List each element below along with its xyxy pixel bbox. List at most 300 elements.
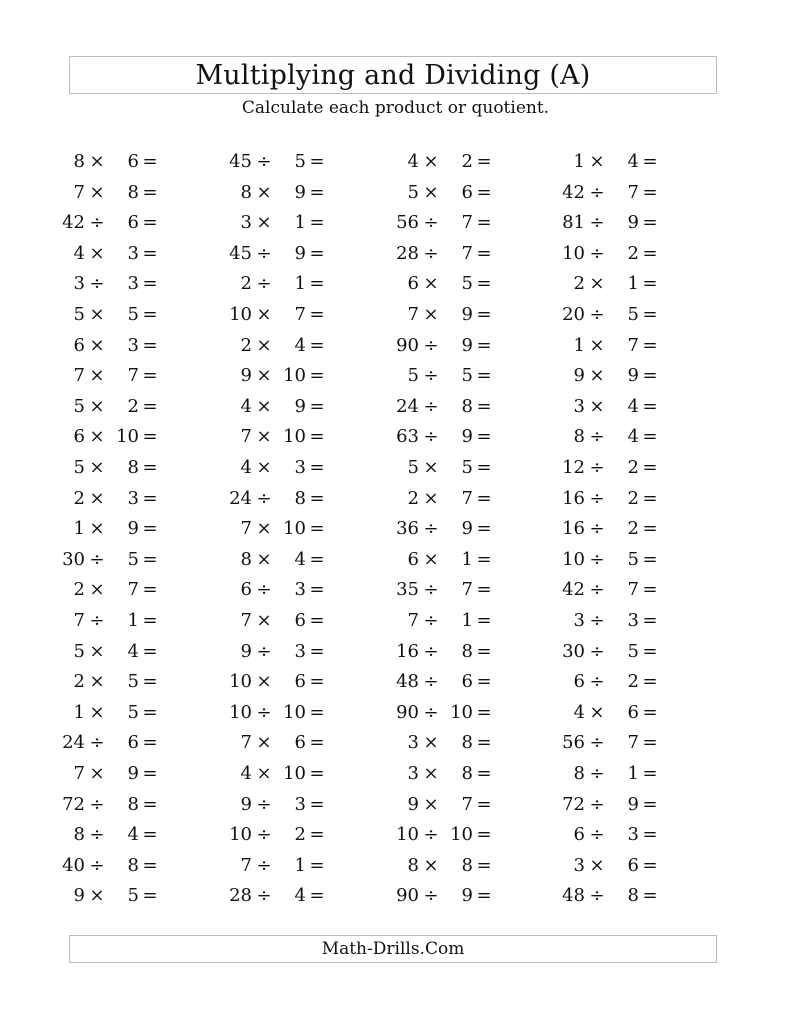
- operand-b: 9: [294, 242, 306, 264]
- operand-a: 8: [240, 181, 252, 203]
- equals-sign: =: [476, 671, 492, 693]
- operator: ÷: [589, 579, 605, 601]
- operand-b: 1: [461, 548, 473, 570]
- problem: [55, 667, 195, 697]
- operator: ×: [256, 426, 272, 448]
- operand-a: 56: [396, 212, 419, 234]
- operator: ×: [423, 854, 439, 876]
- operand-a: 4: [240, 395, 252, 417]
- equals-sign: =: [642, 518, 658, 540]
- operand-a: 56: [562, 732, 585, 754]
- operator: ×: [89, 885, 105, 907]
- operand-b: 8: [294, 487, 306, 509]
- operand-b: 4: [294, 548, 306, 570]
- equals-sign: =: [476, 426, 492, 448]
- operand-b: 7: [461, 793, 473, 815]
- operator: ÷: [256, 151, 272, 172]
- operand-b: 9: [127, 763, 139, 784]
- operand-a: 3: [240, 212, 252, 234]
- operator: ÷: [256, 579, 272, 601]
- equals-sign: =: [476, 365, 492, 387]
- problem: [222, 820, 362, 850]
- operand-b: 5: [127, 671, 139, 693]
- operand-b: 10: [450, 701, 473, 723]
- problem: [222, 178, 362, 208]
- operand-b: 6: [294, 732, 306, 754]
- equals-sign: =: [309, 701, 325, 723]
- equals-sign: =: [476, 212, 492, 234]
- operator: ×: [589, 854, 605, 876]
- problem: [555, 728, 695, 758]
- operator: ÷: [589, 181, 605, 203]
- operand-b: 6: [294, 610, 306, 631]
- operator: ÷: [589, 548, 605, 570]
- operand-a: 30: [562, 640, 585, 662]
- equals-sign: =: [476, 518, 492, 540]
- operand-a: 16: [562, 487, 585, 509]
- operand-a: 6: [407, 273, 419, 295]
- problem: [389, 422, 529, 452]
- operator: ÷: [589, 518, 605, 540]
- operator: ÷: [589, 457, 605, 478]
- problem: [555, 361, 695, 391]
- operand-b: 1: [294, 273, 306, 295]
- operand-b: 2: [627, 242, 639, 264]
- operand-a: 42: [62, 212, 85, 234]
- operator: ÷: [256, 854, 272, 876]
- operand-b: 7: [627, 579, 639, 601]
- operand-a: 7: [73, 181, 85, 203]
- operand-a: 4: [73, 242, 85, 264]
- equals-sign: =: [142, 395, 158, 417]
- equals-sign: =: [309, 273, 325, 295]
- operand-a: 1: [573, 151, 585, 172]
- equals-sign: =: [642, 242, 658, 264]
- equals-sign: =: [642, 487, 658, 509]
- operator: ÷: [89, 212, 105, 234]
- operand-b: 6: [127, 732, 139, 754]
- operand-a: 2: [240, 334, 252, 356]
- equals-sign: =: [142, 304, 158, 325]
- operand-b: 8: [461, 395, 473, 417]
- page-title: Multiplying and Dividing (A): [195, 59, 591, 91]
- equals-sign: =: [142, 426, 158, 448]
- operator: ÷: [589, 212, 605, 234]
- operand-b: 3: [294, 640, 306, 662]
- operand-b: 5: [461, 273, 473, 295]
- equals-sign: =: [142, 518, 158, 540]
- problem: [389, 147, 529, 177]
- operand-b: 9: [627, 793, 639, 815]
- operand-b: 1: [294, 212, 306, 234]
- operand-a: 1: [573, 334, 585, 356]
- operator: ÷: [423, 426, 439, 448]
- problem-row: [0, 208, 791, 238]
- equals-sign: =: [476, 273, 492, 295]
- operand-b: 10: [116, 426, 139, 448]
- equals-sign: =: [642, 273, 658, 295]
- equals-sign: =: [142, 732, 158, 754]
- operand-a: 2: [573, 273, 585, 295]
- problem: [55, 514, 195, 544]
- operator: ×: [423, 763, 439, 784]
- equals-sign: =: [142, 701, 158, 723]
- operand-b: 7: [627, 181, 639, 203]
- problem: [55, 698, 195, 728]
- operand-a: 12: [562, 457, 585, 478]
- operator: ×: [89, 457, 105, 478]
- equals-sign: =: [642, 304, 658, 325]
- equals-sign: =: [309, 640, 325, 662]
- equals-sign: =: [642, 793, 658, 815]
- operand-b: 8: [461, 732, 473, 754]
- equals-sign: =: [642, 212, 658, 234]
- operator: ×: [589, 273, 605, 295]
- operand-b: 9: [461, 334, 473, 356]
- operator: ÷: [423, 395, 439, 417]
- problem: [222, 422, 362, 452]
- problem: [555, 331, 695, 361]
- equals-sign: =: [309, 732, 325, 754]
- problem: [555, 300, 695, 330]
- problem-row: [0, 300, 791, 330]
- operator: ÷: [423, 518, 439, 540]
- equals-sign: =: [142, 334, 158, 356]
- operator: ÷: [423, 671, 439, 693]
- operand-b: 7: [127, 579, 139, 601]
- operator: ÷: [256, 242, 272, 264]
- problem-row: [0, 881, 791, 911]
- equals-sign: =: [142, 242, 158, 264]
- operand-b: 1: [294, 854, 306, 876]
- operand-b: 3: [127, 242, 139, 264]
- operator: ×: [589, 395, 605, 417]
- equals-sign: =: [142, 885, 158, 907]
- equals-sign: =: [642, 457, 658, 478]
- operand-b: 10: [283, 365, 306, 387]
- operator: ÷: [89, 610, 105, 631]
- operator: ×: [89, 640, 105, 662]
- problem: [555, 239, 695, 269]
- operand-b: 5: [294, 151, 306, 172]
- operand-a: 5: [407, 365, 419, 387]
- operand-a: 20: [562, 304, 585, 325]
- equals-sign: =: [309, 579, 325, 601]
- equals-sign: =: [309, 212, 325, 234]
- problem: [55, 728, 195, 758]
- operand-a: 3: [407, 732, 419, 754]
- operand-a: 5: [73, 640, 85, 662]
- operator: ×: [89, 365, 105, 387]
- problem: [222, 453, 362, 483]
- operator: ÷: [423, 640, 439, 662]
- problem-row: [0, 178, 791, 208]
- problem: [389, 331, 529, 361]
- problem: [389, 637, 529, 667]
- operand-b: 2: [294, 824, 306, 846]
- problem: [55, 606, 195, 636]
- operand-b: 3: [294, 579, 306, 601]
- problem: [555, 667, 695, 697]
- equals-sign: =: [142, 212, 158, 234]
- problem: [389, 575, 529, 605]
- operand-b: 9: [461, 518, 473, 540]
- operand-b: 8: [461, 640, 473, 662]
- operator: ×: [589, 151, 605, 172]
- operator: ×: [423, 548, 439, 570]
- problem: [222, 514, 362, 544]
- operand-b: 9: [461, 304, 473, 325]
- problem: [222, 147, 362, 177]
- problem: [555, 392, 695, 422]
- equals-sign: =: [476, 610, 492, 631]
- operand-b: 5: [461, 365, 473, 387]
- equals-sign: =: [142, 487, 158, 509]
- operator: ×: [589, 701, 605, 723]
- equals-sign: =: [142, 457, 158, 478]
- operand-a: 9: [240, 365, 252, 387]
- equals-sign: =: [642, 854, 658, 876]
- problem: [555, 759, 695, 789]
- problem: [389, 300, 529, 330]
- operand-b: 3: [294, 457, 306, 478]
- operand-a: 5: [407, 457, 419, 478]
- operand-b: 9: [627, 212, 639, 234]
- equals-sign: =: [309, 885, 325, 907]
- equals-sign: =: [309, 181, 325, 203]
- operator: ×: [423, 793, 439, 815]
- operand-a: 8: [73, 151, 85, 172]
- operand-b: 2: [627, 671, 639, 693]
- operand-a: 9: [240, 640, 252, 662]
- operand-b: 8: [127, 457, 139, 478]
- operand-b: 10: [283, 701, 306, 723]
- problem: [389, 881, 529, 911]
- problem: [555, 606, 695, 636]
- equals-sign: =: [142, 610, 158, 631]
- operator: ÷: [589, 242, 605, 264]
- operand-a: 2: [73, 671, 85, 693]
- operand-a: 45: [229, 151, 252, 172]
- equals-sign: =: [642, 701, 658, 723]
- equals-sign: =: [642, 640, 658, 662]
- operand-b: 3: [127, 487, 139, 509]
- problem: [389, 606, 529, 636]
- operator: ×: [589, 365, 605, 387]
- equals-sign: =: [309, 426, 325, 448]
- problem: [222, 392, 362, 422]
- problem: [555, 453, 695, 483]
- operand-a: 28: [229, 885, 252, 907]
- operator: ÷: [423, 334, 439, 356]
- operand-b: 7: [461, 579, 473, 601]
- equals-sign: =: [309, 518, 325, 540]
- operator: ÷: [423, 701, 439, 723]
- operand-a: 4: [573, 701, 585, 723]
- operator: ÷: [256, 793, 272, 815]
- equals-sign: =: [309, 671, 325, 693]
- equals-sign: =: [642, 824, 658, 846]
- equals-sign: =: [142, 824, 158, 846]
- operand-a: 9: [73, 885, 85, 907]
- operator: ×: [256, 334, 272, 356]
- equals-sign: =: [142, 273, 158, 295]
- equals-sign: =: [476, 242, 492, 264]
- problem: [555, 269, 695, 299]
- problem-row: [0, 484, 791, 514]
- operator: ÷: [423, 365, 439, 387]
- problem: [55, 637, 195, 667]
- operator: ÷: [256, 885, 272, 907]
- operand-b: 10: [283, 763, 306, 784]
- operand-b: 10: [283, 518, 306, 540]
- operand-a: 7: [240, 732, 252, 754]
- problem: [55, 881, 195, 911]
- equals-sign: =: [309, 457, 325, 478]
- operator: ×: [89, 518, 105, 540]
- problem: [555, 178, 695, 208]
- problem-row: [0, 759, 791, 789]
- operand-a: 81: [562, 212, 585, 234]
- operand-a: 7: [73, 365, 85, 387]
- operator: ÷: [423, 824, 439, 846]
- operator: ×: [89, 334, 105, 356]
- equals-sign: =: [142, 854, 158, 876]
- problem: [55, 545, 195, 575]
- operand-a: 16: [562, 518, 585, 540]
- operand-b: 4: [127, 824, 139, 846]
- operand-a: 6: [73, 334, 85, 356]
- operand-b: 2: [127, 395, 139, 417]
- equals-sign: =: [476, 824, 492, 846]
- operand-b: 8: [461, 854, 473, 876]
- problem: [55, 851, 195, 881]
- operand-b: 9: [127, 518, 139, 540]
- operand-b: 2: [627, 457, 639, 478]
- problem-row: [0, 147, 791, 177]
- equals-sign: =: [642, 763, 658, 784]
- problem-row: [0, 637, 791, 667]
- operand-a: 72: [562, 793, 585, 815]
- equals-sign: =: [309, 242, 325, 264]
- problem: [389, 178, 529, 208]
- operand-a: 3: [573, 610, 585, 631]
- operator: ÷: [423, 242, 439, 264]
- operand-a: 3: [73, 273, 85, 295]
- operand-b: 3: [294, 793, 306, 815]
- problem: [555, 208, 695, 238]
- operand-b: 3: [127, 273, 139, 295]
- equals-sign: =: [642, 610, 658, 631]
- operand-a: 28: [396, 242, 419, 264]
- operator: ÷: [589, 671, 605, 693]
- problem: [55, 208, 195, 238]
- equals-sign: =: [642, 671, 658, 693]
- problem-row: [0, 698, 791, 728]
- operator: ÷: [256, 824, 272, 846]
- operand-a: 4: [407, 151, 419, 172]
- operator: ÷: [89, 548, 105, 570]
- operand-b: 4: [627, 395, 639, 417]
- problem: [389, 851, 529, 881]
- problem: [55, 453, 195, 483]
- operand-a: 8: [407, 854, 419, 876]
- problem: [555, 698, 695, 728]
- operand-b: 6: [627, 854, 639, 876]
- operand-b: 7: [461, 212, 473, 234]
- operand-b: 3: [627, 824, 639, 846]
- operand-a: 90: [396, 334, 419, 356]
- operand-b: 8: [461, 763, 473, 784]
- problem-row: [0, 606, 791, 636]
- operator: ÷: [423, 885, 439, 907]
- operator: ×: [256, 457, 272, 478]
- operand-a: 7: [407, 304, 419, 325]
- problem: [222, 667, 362, 697]
- problem-row: [0, 514, 791, 544]
- equals-sign: =: [142, 181, 158, 203]
- operand-b: 6: [627, 701, 639, 723]
- operator: ÷: [589, 487, 605, 509]
- operand-a: 35: [396, 579, 419, 601]
- equals-sign: =: [309, 365, 325, 387]
- equals-sign: =: [642, 548, 658, 570]
- problem: [222, 851, 362, 881]
- operand-a: 10: [229, 824, 252, 846]
- operand-a: 5: [73, 457, 85, 478]
- equals-sign: =: [642, 395, 658, 417]
- operand-a: 16: [396, 640, 419, 662]
- operator: ×: [423, 273, 439, 295]
- operator: ×: [423, 181, 439, 203]
- problem: [222, 239, 362, 269]
- operand-b: 8: [627, 885, 639, 907]
- equals-sign: =: [309, 304, 325, 325]
- problem: [222, 759, 362, 789]
- operand-b: 9: [627, 365, 639, 387]
- operand-b: 7: [461, 242, 473, 264]
- equals-sign: =: [642, 151, 658, 172]
- operand-a: 7: [73, 763, 85, 784]
- operator: ÷: [589, 763, 605, 784]
- operand-b: 5: [127, 304, 139, 325]
- operand-a: 2: [73, 579, 85, 601]
- problem: [389, 545, 529, 575]
- operand-a: 63: [396, 426, 419, 448]
- operand-b: 1: [127, 610, 139, 631]
- operator: ÷: [589, 732, 605, 754]
- operator: ×: [89, 701, 105, 723]
- problem: [555, 881, 695, 911]
- equals-sign: =: [309, 487, 325, 509]
- operand-a: 7: [407, 610, 419, 631]
- operand-b: 3: [127, 334, 139, 356]
- problem: [55, 392, 195, 422]
- problem-row: [0, 453, 791, 483]
- operand-b: 2: [627, 518, 639, 540]
- operand-a: 2: [407, 487, 419, 509]
- equals-sign: =: [476, 793, 492, 815]
- operand-a: 48: [562, 885, 585, 907]
- operator: ×: [256, 610, 272, 631]
- operand-b: 10: [283, 426, 306, 448]
- operand-a: 10: [562, 548, 585, 570]
- operator: ×: [89, 304, 105, 325]
- operator: ×: [423, 487, 439, 509]
- problem: [222, 269, 362, 299]
- operand-b: 7: [627, 334, 639, 356]
- operator: ×: [256, 548, 272, 570]
